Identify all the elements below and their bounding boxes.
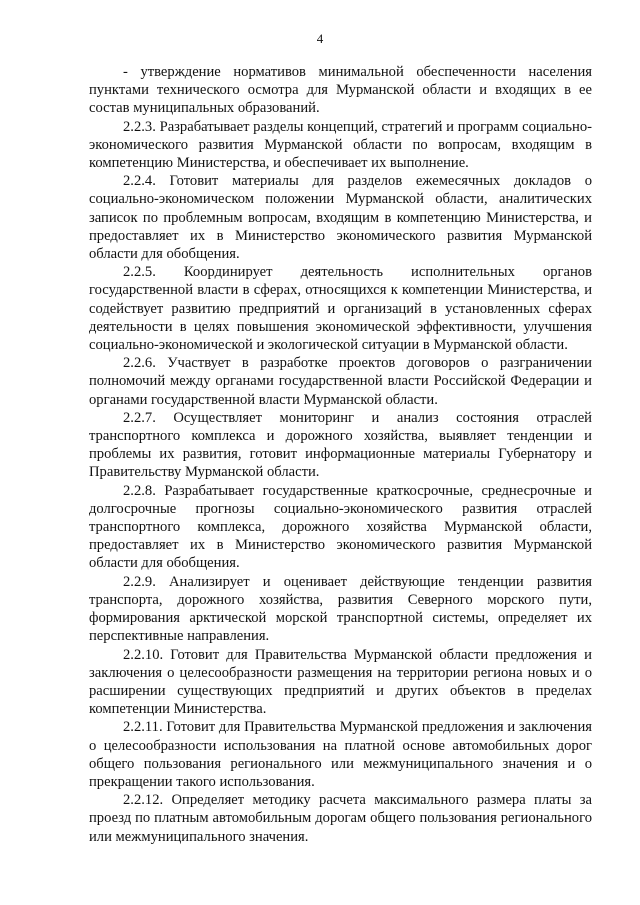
paragraph-item-2-2-8: 2.2.8. Разрабатывает государственные краткосрочные, среднесрочные и долгосрочные прогнозы социально-экономического развития отраслей транспортного комплекса, дорожного хозяйства Мурманской области, предоставляет их в Министерство экономического развития Мурманской области для обобщения. — [89, 482, 592, 572]
paragraph-item-1: - утверждение нормативов минимальной обеспеченности населения пунктами технического осмотра для Мурманской области и входящих в ее состав муниципальных образований. — [89, 64, 592, 117]
paragraph-item-2-2-10: 2.2.10. Готовит для Правительства Мурманской области предложения и заключения о целесообразности размещения на территории региона новых и о расширении существующих предприятий и других объектов в пределах компетенции Министерства. — [89, 646, 592, 718]
paragraph-item-2-2-6: 2.2.6. Участвует в разработке проектов договоров о разграничении полномочий между органами государственной власти Российской Федерации и органами государственной власти Мурманской области. — [89, 355, 592, 408]
paragraph-item-2-2-3: 2.2.3. Разрабатывает разделы концепций, стратегий и программ социально-экономического развития Мурманской области по вопросам, входящим в компетенцию Министерства, и обеспечивает их выполнение. — [89, 118, 592, 172]
paragraph-item-2-2-9: 2.2.9. Анализирует и оценивает действующие тенденции развития транспорта, дорожного хозяйства, развития Северного морского пути, формирования арктической морской транспортной системы, определяет их перспективные направления. — [89, 573, 592, 645]
paragraph-item-2-2-7: 2.2.7. Осуществляет мониторинг и анализ состояния отраслей транспортного комплекса и дорожного хозяйства, выявляет тенденции и проблемы их развития, готовит информационные материалы Губернатору и Правительству Мурманской области. — [89, 409, 592, 481]
paragraph-item-2-2-12: 2.2.12. Определяет методику расчета максимального размера платы за проезд по платным автомобильным дорогам общего пользования регионального или межмуниципального значения. — [89, 792, 592, 845]
paragraph-item-2-2-4: 2.2.4. Готовит материалы для разделов ежемесячных докладов о социально-экономическом положении Мурманской области, аналитических записок по проблемным вопросам, входящим в компетенцию Министерства, и предоставляет их в Министерство экономического развития Мурманской области для обобщения. — [89, 173, 592, 263]
paragraph-item-2-2-5: 2.2.5. Координирует деятельность исполнительных органов государственной власти в сферах, относящихся к компетенции Министерства, и содействует развитию предприятий и организаций в установленных сферах деятельности в целях повышения экономической эффективности, улучшения социально-экономической и экологической ситуации в Мурманской области. — [89, 264, 592, 354]
document-body — [89, 63, 592, 846]
page-number: 4 — [316, 31, 324, 46]
paragraph-item-2-2-11: 2.2.11. Готовит для Правительства Мурманской предложения и заключения о целесообразности использования на платной основе автомобильных дорог общего пользования регионального или межмуниципального значения и о прекращении такого использования. — [89, 719, 592, 790]
